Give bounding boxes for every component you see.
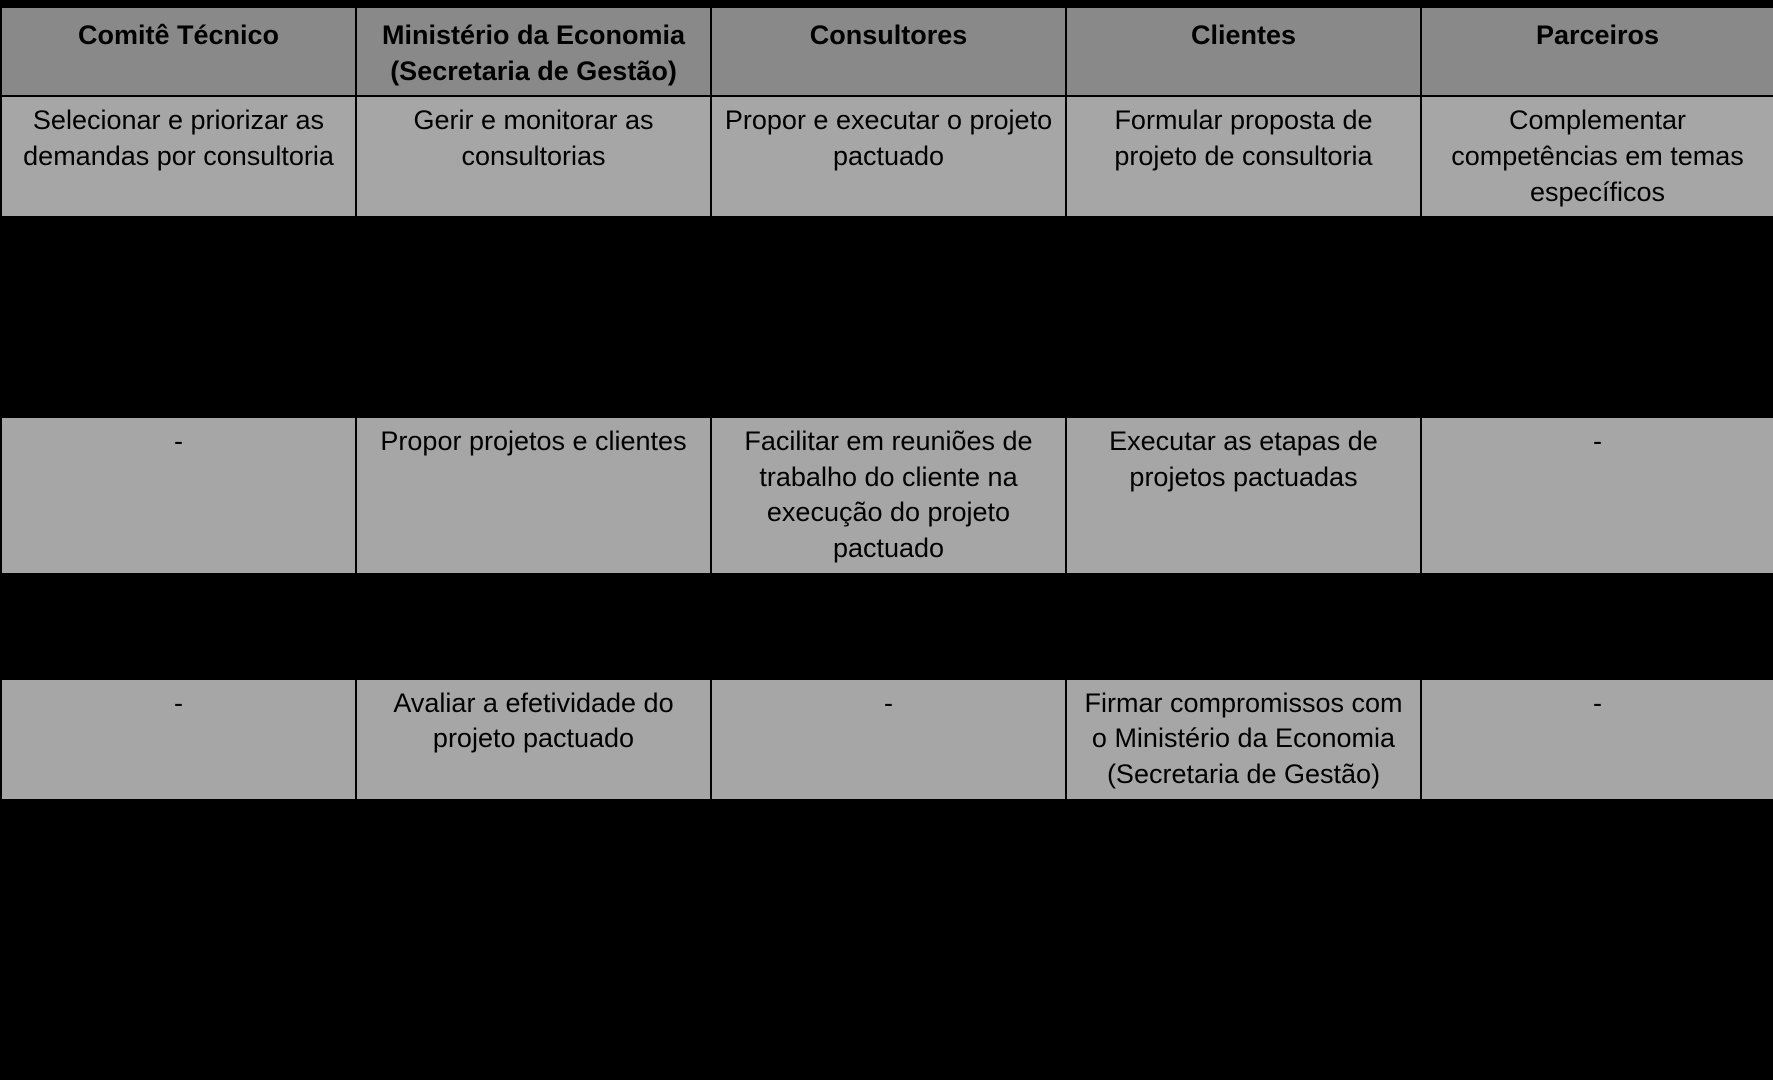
table-cell: - xyxy=(1421,679,1773,800)
table-cell: Selecionar e priorizar as demandas por consultoria xyxy=(1,96,356,217)
column-header-consultores: Consultores xyxy=(711,7,1066,96)
table-cell: Facilitar em reuniões de trabalho do cliente na execução do projeto pactuado xyxy=(711,417,1066,574)
table-cell-redacted xyxy=(711,574,1066,679)
table-cell: Formular proposta de projeto de consultoria xyxy=(1066,96,1421,217)
table-cell: Propor projetos e clientes xyxy=(356,417,711,574)
table-cell: Propor e executar o projeto pactuado xyxy=(711,96,1066,217)
table-cell-redacted xyxy=(711,217,1066,417)
table-cell-redacted xyxy=(1421,574,1773,679)
table-cell: - xyxy=(711,679,1066,800)
table-cell: - xyxy=(1,417,356,574)
column-header-clientes: Clientes xyxy=(1066,7,1421,96)
table-body xyxy=(1,96,1773,799)
table-header xyxy=(1,7,1773,96)
column-header-comite-tecnico: Comitê Técnico xyxy=(1,7,356,96)
table-row xyxy=(1,96,1773,217)
responsibility-matrix-table xyxy=(0,6,1773,801)
column-header-ministerio-economia: Ministério da Economia (Secretaria de Gestão) xyxy=(356,7,711,96)
table-row xyxy=(1,417,1773,574)
table-cell-redacted xyxy=(1066,217,1421,417)
column-header-parceiros: Parceiros xyxy=(1421,7,1773,96)
table-cell-redacted xyxy=(1,217,356,417)
table-cell-redacted xyxy=(1066,574,1421,679)
table-row-redacted xyxy=(1,217,1773,417)
table-row xyxy=(1,679,1773,800)
table-cell-redacted xyxy=(1,574,356,679)
table-cell: - xyxy=(1,679,356,800)
table-header-row xyxy=(1,7,1773,96)
table-cell: Complementar competências em temas específicos xyxy=(1421,96,1773,217)
table-cell: Avaliar a efetividade do projeto pactuado xyxy=(356,679,711,800)
table-cell: Executar as etapas de projetos pactuadas xyxy=(1066,417,1421,574)
table-row-redacted xyxy=(1,574,1773,679)
table-cell-redacted xyxy=(356,217,711,417)
table-cell: Gerir e monitorar as consultorias xyxy=(356,96,711,217)
table-cell: - xyxy=(1421,417,1773,574)
table-cell-redacted xyxy=(1421,217,1773,417)
table-cell: Firmar compromissos com o Ministério da Economia (Secretaria de Gestão) xyxy=(1066,679,1421,800)
table-cell-redacted xyxy=(356,574,711,679)
